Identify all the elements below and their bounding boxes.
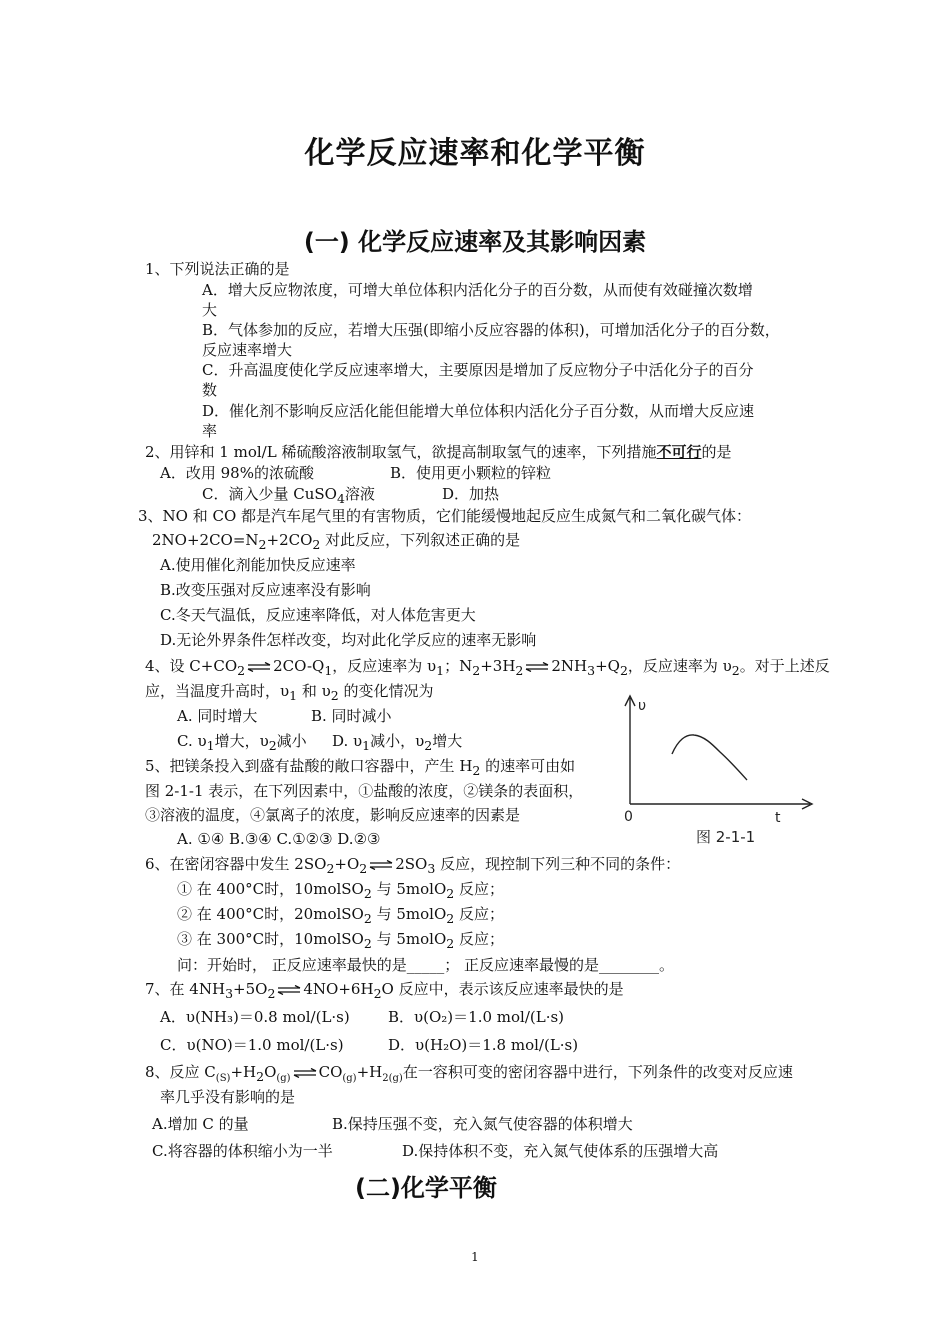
q2-stem-text: 2、用锌和 1 mol/L 稀硫酸溶液制取氢气，欲提高制取氢气的速率，下列措施 xyxy=(145,443,657,461)
q6-question: 问：开始时， 正反应速率最快的是_____； 正反应速率最慢的是________。 xyxy=(177,956,675,974)
q1-option-c-cont: 数 xyxy=(202,381,218,399)
q8-sub: 2(g) xyxy=(382,1073,403,1084)
q6-part: 反应； xyxy=(454,905,504,923)
q5-part: 的速率可由如 xyxy=(480,757,576,775)
q5-options: A. ①④ B.③④ C.①②③ D.②③ xyxy=(177,830,381,848)
q8-sub: 2 xyxy=(256,1069,265,1084)
q4-sub: 3 xyxy=(587,663,596,678)
q3-equation xyxy=(152,530,520,555)
rate-curve xyxy=(672,735,747,780)
q8-sub: (g) xyxy=(342,1073,357,1084)
equilibrium-arrow-icon xyxy=(293,1068,317,1078)
q2-option-b: B．使用更小颗粒的锌粒 xyxy=(390,464,552,482)
q6-sub: 2 xyxy=(363,936,372,951)
equilibrium-arrow-icon xyxy=(369,860,393,870)
equilibrium-arrow-icon xyxy=(247,662,271,672)
q7-option-c: C．υ(NO)＝1.0 mol/(L·s) xyxy=(160,1036,344,1054)
page-number: 1 xyxy=(471,1250,479,1264)
q1-stem: 1、下列说法正确的是 xyxy=(145,260,290,278)
q4-option-b: B. 同时减小 xyxy=(311,707,392,725)
q2-option-d: D．加热 xyxy=(442,485,500,503)
section-heading-2: (二)化学平衡 xyxy=(355,1174,497,1202)
q3-option-b: B.改变压强对反应速率没有影响 xyxy=(160,581,371,599)
q3-eq-part: +2CO xyxy=(266,531,313,549)
q4-sub: 1 xyxy=(206,738,215,753)
q8-option-b: B.保持压强不变，充入氮气使容器的体积增大 xyxy=(332,1115,633,1133)
q6-part: 6、在密闭容器中发生 2SO xyxy=(145,855,327,873)
q3-eq-part: 对此反应，下列叙述正确的是 xyxy=(320,531,521,549)
q2-stem-emphasis: 不可行 xyxy=(656,443,702,461)
q5-sub: 2 xyxy=(472,763,481,778)
q4-part: ，反应速率为 υ xyxy=(332,657,437,675)
q6-part: +O xyxy=(334,855,360,873)
q8-part: +H xyxy=(356,1063,383,1081)
q4-part: ，反应速率为 υ xyxy=(627,657,732,675)
q4-sub: 2 xyxy=(515,663,524,678)
q8-stem xyxy=(145,1062,793,1089)
q6-part: 与 5molO xyxy=(371,880,447,898)
section-heading-1: (一) 化学反应速率及其影响因素 xyxy=(303,228,647,256)
q8-option-d: D.保持体积不变，充入氮气使体系的压强增大高 xyxy=(402,1142,719,1160)
page-title: 化学反应速率和化学平衡 xyxy=(304,136,646,171)
q2-option-c-end: 溶液 xyxy=(344,485,375,503)
q6-part: 与 5molO xyxy=(371,930,447,948)
q7-sub: 2 xyxy=(267,986,276,1001)
q7-part: +5O xyxy=(233,980,268,998)
q4-part: 的变化情况为 xyxy=(338,682,434,700)
q8-part: 在一容积可变的密闭容器中进行，下列条件的改变对反应速 xyxy=(402,1063,793,1081)
q6-condition-1 xyxy=(177,879,504,904)
y-axis-label: υ xyxy=(638,698,647,714)
q7-part: 7、在 4NH xyxy=(145,980,226,998)
q6-part: 与 5molO xyxy=(371,905,447,923)
figure-caption: 图 2-1-1 xyxy=(696,828,756,846)
q7-part: O 反应中，表示该反应速率最快的是 xyxy=(381,980,624,998)
q3-option-a: A.使用催化剂能加快反应速率 xyxy=(160,556,356,574)
q7-stem xyxy=(145,979,624,1004)
q1-option-a: A．增大反应物浓度，可增大单位体积内活化分子的百分数，从而使有效碰撞次数增 xyxy=(202,281,753,299)
q8-part: +H xyxy=(230,1063,257,1081)
q7-option-d: D．υ(H₂O)＝1.8 mol/(L·s) xyxy=(388,1036,579,1054)
q4-part: 增大 xyxy=(432,732,463,750)
x-axis-label: t xyxy=(775,810,781,826)
q4-sub: 1 xyxy=(362,738,371,753)
equilibrium-arrow-icon xyxy=(277,985,301,995)
q3-option-c: C.冬天气温低，反应速率降低，对人体危害更大 xyxy=(160,606,476,624)
q2-option-a: A．改用 98%的浓硫酸 xyxy=(160,464,314,482)
q6-part: ③ 在 300°C时，10molSO xyxy=(177,930,364,948)
q5-stem-line3: ③溶液的温度，④氯离子的浓度，影响反应速率的因素是 xyxy=(145,806,521,824)
q4-part: 应，当温度升高时，υ xyxy=(145,682,290,700)
q7-option-b: B．υ(O₂)＝1.0 mol/(L·s) xyxy=(388,1008,565,1026)
q7-part: 4NO+6H xyxy=(303,980,374,998)
q6-part: ② 在 400°C时，20molSO xyxy=(177,905,364,923)
q8-part: CO xyxy=(318,1063,343,1081)
q6-sub: 2 xyxy=(446,911,455,926)
q3-eq-sub: 2 xyxy=(312,537,321,552)
q1-option-b-cont: 反应速率增大 xyxy=(202,341,293,359)
q3-stem: 3、NO 和 CO 都是汽车尾气里的有害物质，它们能缓慢地起反应生成氮气和二氧化碳气体： xyxy=(138,507,752,525)
q4-option-d xyxy=(332,731,462,756)
q3-option-d: D.无论外界条件怎样改变，均对此化学反应的速率无影响 xyxy=(160,631,537,649)
q4-part: 增大，υ xyxy=(214,732,269,750)
q4-part: 减小，υ xyxy=(370,732,425,750)
q4-part: +3H xyxy=(480,657,516,675)
q8-sub: (g) xyxy=(276,1073,291,1084)
q4-part: D. υ xyxy=(332,732,363,750)
q6-sub: 2 xyxy=(359,861,368,876)
q1-option-d-cont: 率 xyxy=(202,422,218,440)
q2-stem xyxy=(145,442,732,462)
q4-sub: 2 xyxy=(731,663,740,678)
q6-part: 反应，现控制下列三种不同的条件： xyxy=(435,855,681,873)
q7-sub: 3 xyxy=(225,986,234,1001)
q8-stem-cont: 率几乎没有影响的是 xyxy=(160,1088,296,1106)
q4-sub: 2 xyxy=(472,663,481,678)
q6-part: 2SO xyxy=(395,855,428,873)
q5-stem xyxy=(145,756,575,781)
q4-sub: 1 xyxy=(436,663,445,678)
q4-part: 2CO-Q xyxy=(273,657,325,675)
q5-stem-line2: 图 2-1-1 表示，在下列因素中，①盐酸的浓度，②镁条的表面积， xyxy=(145,782,584,800)
q4-sub: 2 xyxy=(268,738,277,753)
q7-option-a: A．υ(NH₃)＝0.8 mol/(L·s) xyxy=(160,1008,350,1026)
q6-sub: 2 xyxy=(326,861,335,876)
q3-eq-sub: 2 xyxy=(258,537,267,552)
q3-eq-part: 2NO+2CO=N xyxy=(152,531,259,549)
q6-sub: 2 xyxy=(363,911,372,926)
q6-condition-3 xyxy=(177,929,504,954)
q1-option-d: D．催化剂不影响反应活化能但能增大单位体积内活化分子百分数，从而增大反应速 xyxy=(202,402,755,420)
q1-option-a-cont: 大 xyxy=(202,301,218,319)
q4-part: 4、设 C+CO xyxy=(145,657,238,675)
origin-label: 0 xyxy=(624,809,633,825)
q4-part: 2NH xyxy=(551,657,588,675)
q6-sub: 2 xyxy=(446,886,455,901)
q1-option-b: B．气体参加的反应，若增大压强(即缩小反应容器的体积)，可增加活化分子的百分数， xyxy=(202,321,780,339)
q4-stem-cont xyxy=(145,681,433,706)
q4-sub: 2 xyxy=(619,663,628,678)
q8-part: O xyxy=(264,1063,277,1081)
equilibrium-arrow-icon xyxy=(525,662,549,672)
q4-part: 和 υ xyxy=(297,682,331,700)
q6-condition-2 xyxy=(177,904,504,929)
q4-sub: 2 xyxy=(330,688,339,703)
q5-part: 5、把镁条投入到盛有盐酸的敞口容器中，产生 H xyxy=(145,757,473,775)
q1-option-c: C．升高温度使化学反应速率增大，主要原因是增加了反应物分子中活化分子的百分 xyxy=(202,361,754,379)
q8-part: 8、反应 C xyxy=(145,1063,216,1081)
q4-part: C. υ xyxy=(177,732,207,750)
q6-stem xyxy=(145,854,680,879)
q6-part: ① 在 400°C时，10molSO xyxy=(177,880,364,898)
q6-part: 反应； xyxy=(454,930,504,948)
q8-option-a: A.增加 C 的量 xyxy=(152,1115,249,1133)
q4-part: +Q xyxy=(595,657,620,675)
q2-option-c-sub: 4 xyxy=(336,491,345,506)
q6-sub: 2 xyxy=(363,886,372,901)
q4-option-a: A. 同时增大 xyxy=(177,707,258,725)
q4-part: 减小 xyxy=(276,732,307,750)
q7-sub: 2 xyxy=(373,986,382,1001)
q4-sub: 1 xyxy=(289,688,298,703)
q4-part: ；N xyxy=(444,657,473,675)
rate-time-graph xyxy=(612,690,822,850)
q4-stem xyxy=(145,656,830,681)
q4-part: 。对于上述反 xyxy=(739,657,830,675)
q4-sub: 1 xyxy=(324,663,333,678)
q2-stem-end: 的是 xyxy=(701,443,732,461)
q2-option-c-text: C．滴入少量 CuSO xyxy=(202,485,337,503)
q6-part: 反应； xyxy=(454,880,504,898)
q8-option-c: C.将容器的体积缩小为一半 xyxy=(152,1142,333,1160)
q6-sub: 2 xyxy=(446,936,455,951)
q6-sub: 3 xyxy=(427,861,436,876)
q8-sub: (S) xyxy=(215,1073,231,1084)
q4-sub: 2 xyxy=(237,663,246,678)
q4-sub: 2 xyxy=(424,738,433,753)
q4-option-c xyxy=(177,731,307,756)
